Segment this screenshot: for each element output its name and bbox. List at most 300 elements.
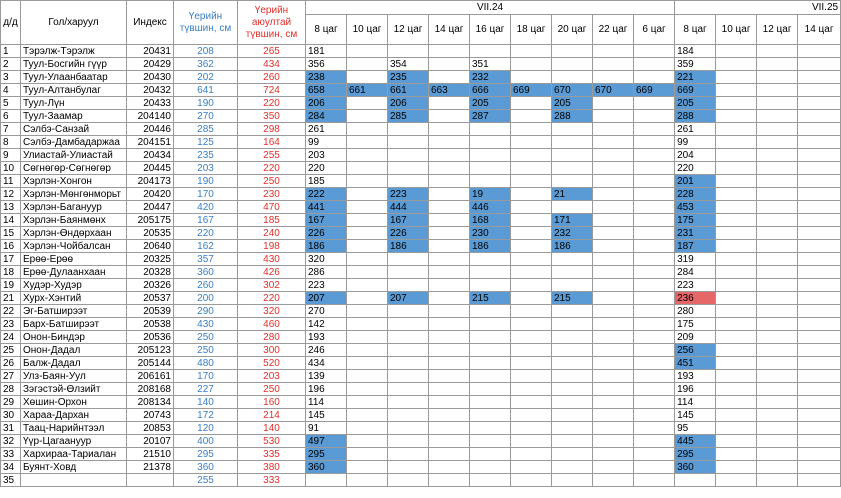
reading-cell <box>716 110 757 123</box>
reading-cell <box>593 188 634 201</box>
row-number: 3 <box>1 71 21 84</box>
reading-cell: 203 <box>306 149 347 162</box>
reading-cell <box>511 227 552 240</box>
station-name: Хэрлэн-Өндөрхаан <box>21 227 127 240</box>
flood-level: 208 <box>174 45 238 58</box>
table-row <box>1 97 841 110</box>
table-row <box>1 474 841 487</box>
danger-level: 298 <box>238 123 306 136</box>
reading-cell: 196 <box>675 383 716 396</box>
reading-cell: 186 <box>388 240 429 253</box>
flood-level: 170 <box>174 370 238 383</box>
reading-cell <box>552 266 593 279</box>
reading-cell <box>511 45 552 58</box>
reading-cell <box>388 175 429 188</box>
reading-cell <box>716 279 757 292</box>
reading-cell <box>552 370 593 383</box>
row-number: 2 <box>1 58 21 71</box>
table-row <box>1 383 841 396</box>
table-row <box>1 422 841 435</box>
table-row <box>1 435 841 448</box>
reading-cell <box>798 279 841 292</box>
header-time-6: 20 цаг <box>552 15 593 45</box>
station-index: 208168 <box>127 383 174 396</box>
reading-cell <box>634 253 675 266</box>
row-number: 4 <box>1 84 21 97</box>
reading-cell <box>511 123 552 136</box>
reading-cell <box>593 110 634 123</box>
reading-cell <box>429 292 470 305</box>
reading-cell <box>429 97 470 110</box>
reading-cell <box>511 435 552 448</box>
reading-cell <box>347 162 388 175</box>
table-row <box>1 448 841 461</box>
reading-cell <box>429 188 470 201</box>
danger-level: 430 <box>238 253 306 266</box>
header-danger-level: Үерийн аюултай түвшин, см <box>238 1 306 45</box>
reading-cell <box>675 474 716 487</box>
reading-cell <box>593 58 634 71</box>
flood-level: 270 <box>174 110 238 123</box>
reading-cell <box>511 344 552 357</box>
row-number: 15 <box>1 227 21 240</box>
reading-cell <box>593 461 634 474</box>
reading-cell <box>511 201 552 214</box>
header-time-2: 12 цаг <box>388 15 429 45</box>
reading-cell: 669 <box>511 84 552 97</box>
reading-cell: 221 <box>675 71 716 84</box>
reading-cell <box>634 58 675 71</box>
reading-cell <box>470 422 511 435</box>
station-index: 205123 <box>127 344 174 357</box>
reading-cell <box>798 45 841 58</box>
reading-cell <box>716 305 757 318</box>
reading-cell: 270 <box>306 305 347 318</box>
reading-cell: 669 <box>634 84 675 97</box>
reading-cell <box>511 175 552 188</box>
header-time-8: 6 цаг <box>634 15 675 45</box>
table-row <box>1 45 841 58</box>
reading-cell <box>634 396 675 409</box>
station-name: Үүр-Цагаануур <box>21 435 127 448</box>
table-row <box>1 110 841 123</box>
reading-cell <box>552 123 593 136</box>
header-time-1: 10 цаг <box>347 15 388 45</box>
reading-cell: 295 <box>675 448 716 461</box>
reading-cell <box>634 123 675 136</box>
reading-cell: 139 <box>306 370 347 383</box>
table-row <box>1 71 841 84</box>
reading-cell <box>757 292 798 305</box>
reading-cell: 95 <box>675 422 716 435</box>
reading-cell <box>429 149 470 162</box>
header-time-12: 14 цаг <box>798 15 841 45</box>
reading-cell <box>429 58 470 71</box>
reading-cell: 451 <box>675 357 716 370</box>
reading-cell <box>757 305 798 318</box>
row-number: 7 <box>1 123 21 136</box>
reading-cell <box>593 435 634 448</box>
reading-cell: 205 <box>675 97 716 110</box>
reading-cell <box>552 448 593 461</box>
reading-cell <box>757 214 798 227</box>
reading-cell <box>716 214 757 227</box>
reading-cell <box>593 45 634 58</box>
flood-level: 162 <box>174 240 238 253</box>
reading-cell: 236 <box>675 292 716 305</box>
reading-cell <box>798 84 841 97</box>
reading-cell <box>470 396 511 409</box>
reading-cell <box>470 370 511 383</box>
reading-cell <box>593 227 634 240</box>
flood-level: 220 <box>174 227 238 240</box>
reading-cell <box>429 214 470 227</box>
flood-level: 190 <box>174 175 238 188</box>
reading-cell: 215 <box>552 292 593 305</box>
reading-cell <box>552 175 593 188</box>
reading-cell <box>593 214 634 227</box>
reading-cell: 184 <box>675 45 716 58</box>
flood-level: 250 <box>174 331 238 344</box>
reading-cell <box>798 435 841 448</box>
reading-cell <box>798 422 841 435</box>
danger-level: 302 <box>238 279 306 292</box>
station-index: 20853 <box>127 422 174 435</box>
reading-cell: 91 <box>306 422 347 435</box>
reading-cell <box>511 110 552 123</box>
reading-cell: 441 <box>306 201 347 214</box>
reading-cell <box>634 136 675 149</box>
reading-cell <box>429 383 470 396</box>
reading-cell: 175 <box>675 214 716 227</box>
danger-level: 350 <box>238 110 306 123</box>
table-row <box>1 136 841 149</box>
reading-cell <box>470 149 511 162</box>
danger-level: 724 <box>238 84 306 97</box>
reading-cell <box>634 110 675 123</box>
reading-cell <box>470 318 511 331</box>
reading-cell <box>757 253 798 266</box>
flood-level: 260 <box>174 279 238 292</box>
reading-cell <box>347 253 388 266</box>
flood-level: 227 <box>174 383 238 396</box>
reading-cell <box>429 240 470 253</box>
reading-cell: 145 <box>675 409 716 422</box>
reading-cell <box>593 422 634 435</box>
reading-cell: 238 <box>306 71 347 84</box>
reading-cell <box>798 461 841 474</box>
reading-cell <box>716 474 757 487</box>
station-name: Улз-Баян-Уул <box>21 370 127 383</box>
reading-cell <box>429 123 470 136</box>
reading-cell: 231 <box>675 227 716 240</box>
reading-cell <box>429 396 470 409</box>
reading-cell <box>429 162 470 175</box>
station-index: 20107 <box>127 435 174 448</box>
reading-cell <box>347 331 388 344</box>
flood-level: 167 <box>174 214 238 227</box>
row-number: 8 <box>1 136 21 149</box>
reading-cell <box>470 474 511 487</box>
reading-cell <box>798 214 841 227</box>
reading-cell <box>593 448 634 461</box>
station-index: 20432 <box>127 84 174 97</box>
flood-level: 120 <box>174 422 238 435</box>
station-name: Онон-Дадал <box>21 344 127 357</box>
row-number: 5 <box>1 97 21 110</box>
reading-cell <box>798 331 841 344</box>
reading-cell <box>388 123 429 136</box>
station-name: Хэрлэн-Хонгон <box>21 175 127 188</box>
reading-cell <box>470 448 511 461</box>
reading-cell: 453 <box>675 201 716 214</box>
reading-cell <box>511 149 552 162</box>
reading-cell <box>511 292 552 305</box>
reading-cell: 186 <box>306 240 347 253</box>
reading-cell: 446 <box>470 201 511 214</box>
reading-cell <box>634 188 675 201</box>
reading-cell <box>757 461 798 474</box>
reading-cell: 114 <box>306 396 347 409</box>
row-number: 14 <box>1 214 21 227</box>
reading-cell <box>634 266 675 279</box>
table-row <box>1 292 841 305</box>
danger-level: 198 <box>238 240 306 253</box>
reading-cell <box>347 58 388 71</box>
station-name: Буянт-Ховд <box>21 461 127 474</box>
reading-cell <box>798 318 841 331</box>
reading-cell <box>511 188 552 201</box>
flood-level: 235 <box>174 149 238 162</box>
reading-cell: 261 <box>675 123 716 136</box>
station-index: 20743 <box>127 409 174 422</box>
reading-cell <box>429 71 470 84</box>
reading-cell <box>757 58 798 71</box>
reading-cell <box>634 383 675 396</box>
reading-cell: 434 <box>306 357 347 370</box>
flood-level: 360 <box>174 461 238 474</box>
station-name: Зэгэстэй-Өлзийт <box>21 383 127 396</box>
reading-cell <box>511 71 552 84</box>
danger-level: 470 <box>238 201 306 214</box>
reading-cell <box>347 422 388 435</box>
reading-cell <box>347 435 388 448</box>
reading-cell <box>634 201 675 214</box>
reading-cell <box>757 201 798 214</box>
danger-level: 255 <box>238 149 306 162</box>
reading-cell <box>511 409 552 422</box>
reading-cell <box>634 214 675 227</box>
reading-cell <box>593 240 634 253</box>
station-name: Сэлбэ-Дамбадаржаа <box>21 136 127 149</box>
row-number: 18 <box>1 266 21 279</box>
reading-cell <box>470 409 511 422</box>
reading-cell <box>347 305 388 318</box>
flood-level: 285 <box>174 123 238 136</box>
reading-cell: 663 <box>429 84 470 97</box>
danger-level: 220 <box>238 97 306 110</box>
danger-level: 230 <box>238 188 306 201</box>
reading-cell: 256 <box>675 344 716 357</box>
reading-cell <box>552 344 593 357</box>
danger-level: 280 <box>238 331 306 344</box>
station-name: Балж-Дадал <box>21 357 127 370</box>
station-index: 204140 <box>127 110 174 123</box>
reading-cell <box>593 474 634 487</box>
row-number: 25 <box>1 344 21 357</box>
reading-cell <box>634 305 675 318</box>
reading-cell <box>429 175 470 188</box>
flood-level: 202 <box>174 71 238 84</box>
flood-level: 172 <box>174 409 238 422</box>
station-name: Таац-Нарийнтээл <box>21 422 127 435</box>
reading-cell <box>634 45 675 58</box>
reading-cell <box>593 266 634 279</box>
row-number: 19 <box>1 279 21 292</box>
table-row <box>1 266 841 279</box>
reading-cell <box>347 461 388 474</box>
reading-cell <box>511 448 552 461</box>
header-time-7: 22 цаг <box>593 15 634 45</box>
reading-cell: 280 <box>675 305 716 318</box>
reading-cell <box>429 201 470 214</box>
station-name: Тэрэлж-Тэрэлж <box>21 45 127 58</box>
table-row <box>1 58 841 71</box>
table-row <box>1 331 841 344</box>
reading-cell <box>429 227 470 240</box>
reading-cell: 167 <box>388 214 429 227</box>
header-time-3: 14 цаг <box>429 15 470 45</box>
reading-cell <box>552 474 593 487</box>
reading-cell <box>634 149 675 162</box>
reading-cell <box>347 357 388 370</box>
danger-level: 380 <box>238 461 306 474</box>
reading-cell <box>388 305 429 318</box>
reading-cell <box>347 396 388 409</box>
reading-cell <box>347 110 388 123</box>
reading-cell: 232 <box>552 227 593 240</box>
reading-cell: 167 <box>306 214 347 227</box>
reading-cell <box>798 188 841 201</box>
reading-cell <box>552 305 593 318</box>
header-time-11: 12 цаг <box>757 15 798 45</box>
danger-level: 203 <box>238 370 306 383</box>
reading-cell: 186 <box>470 240 511 253</box>
reading-cell <box>757 422 798 435</box>
reading-cell <box>593 149 634 162</box>
reading-cell <box>388 149 429 162</box>
reading-cell <box>798 383 841 396</box>
reading-cell: 19 <box>470 188 511 201</box>
reading-cell <box>470 383 511 396</box>
reading-cell <box>470 305 511 318</box>
reading-cell <box>552 383 593 396</box>
reading-cell <box>511 331 552 344</box>
station-index: 21378 <box>127 461 174 474</box>
reading-cell <box>716 175 757 188</box>
reading-cell <box>716 396 757 409</box>
reading-cell: 669 <box>675 84 716 97</box>
reading-cell <box>429 45 470 58</box>
reading-cell <box>798 58 841 71</box>
danger-level: 460 <box>238 318 306 331</box>
reading-cell <box>798 110 841 123</box>
flood-level: 190 <box>174 97 238 110</box>
reading-cell <box>798 149 841 162</box>
reading-cell <box>347 45 388 58</box>
station-name: Сөгнөгөр-Сөгнөгөр <box>21 162 127 175</box>
reading-cell <box>634 318 675 331</box>
reading-cell: 230 <box>470 227 511 240</box>
station-index: 20536 <box>127 331 174 344</box>
station-name <box>21 474 127 487</box>
header-date-1: VII.24 <box>306 1 675 15</box>
reading-cell <box>593 344 634 357</box>
table-row <box>1 175 841 188</box>
reading-cell: 193 <box>675 370 716 383</box>
station-name: Онон-Биндэр <box>21 331 127 344</box>
danger-level: 265 <box>238 45 306 58</box>
reading-cell: 661 <box>388 84 429 97</box>
station-index: 20433 <box>127 97 174 110</box>
reading-cell <box>634 435 675 448</box>
station-name: Хэрлэн-Мөнгөнморьт <box>21 188 127 201</box>
station-index: 20431 <box>127 45 174 58</box>
reading-cell <box>593 175 634 188</box>
reading-cell <box>798 396 841 409</box>
reading-cell <box>306 474 347 487</box>
table-row <box>1 357 841 370</box>
flood-level: 357 <box>174 253 238 266</box>
reading-cell <box>511 266 552 279</box>
station-index: 20538 <box>127 318 174 331</box>
reading-cell <box>634 409 675 422</box>
reading-cell <box>388 422 429 435</box>
danger-level: 426 <box>238 266 306 279</box>
reading-cell <box>716 253 757 266</box>
reading-cell <box>552 279 593 292</box>
reading-cell <box>511 136 552 149</box>
reading-cell <box>716 149 757 162</box>
table-row <box>1 370 841 383</box>
reading-cell <box>552 201 593 214</box>
station-index: 20447 <box>127 201 174 214</box>
reading-cell <box>593 253 634 266</box>
reading-cell <box>634 461 675 474</box>
reading-cell <box>634 162 675 175</box>
reading-cell <box>716 136 757 149</box>
reading-cell <box>347 370 388 383</box>
table-row <box>1 240 841 253</box>
reading-cell <box>716 227 757 240</box>
header-time-0: 8 цаг <box>306 15 347 45</box>
reading-cell: 232 <box>470 71 511 84</box>
reading-cell <box>347 448 388 461</box>
reading-cell: 99 <box>675 136 716 149</box>
reading-cell: 206 <box>306 97 347 110</box>
reading-cell <box>552 71 593 84</box>
danger-level: 333 <box>238 474 306 487</box>
reading-cell <box>552 422 593 435</box>
reading-cell <box>429 422 470 435</box>
reading-cell <box>757 474 798 487</box>
reading-cell <box>347 279 388 292</box>
reading-cell <box>388 474 429 487</box>
reading-cell: 220 <box>675 162 716 175</box>
reading-cell: 185 <box>306 175 347 188</box>
table-header <box>1 1 841 45</box>
reading-cell <box>347 136 388 149</box>
